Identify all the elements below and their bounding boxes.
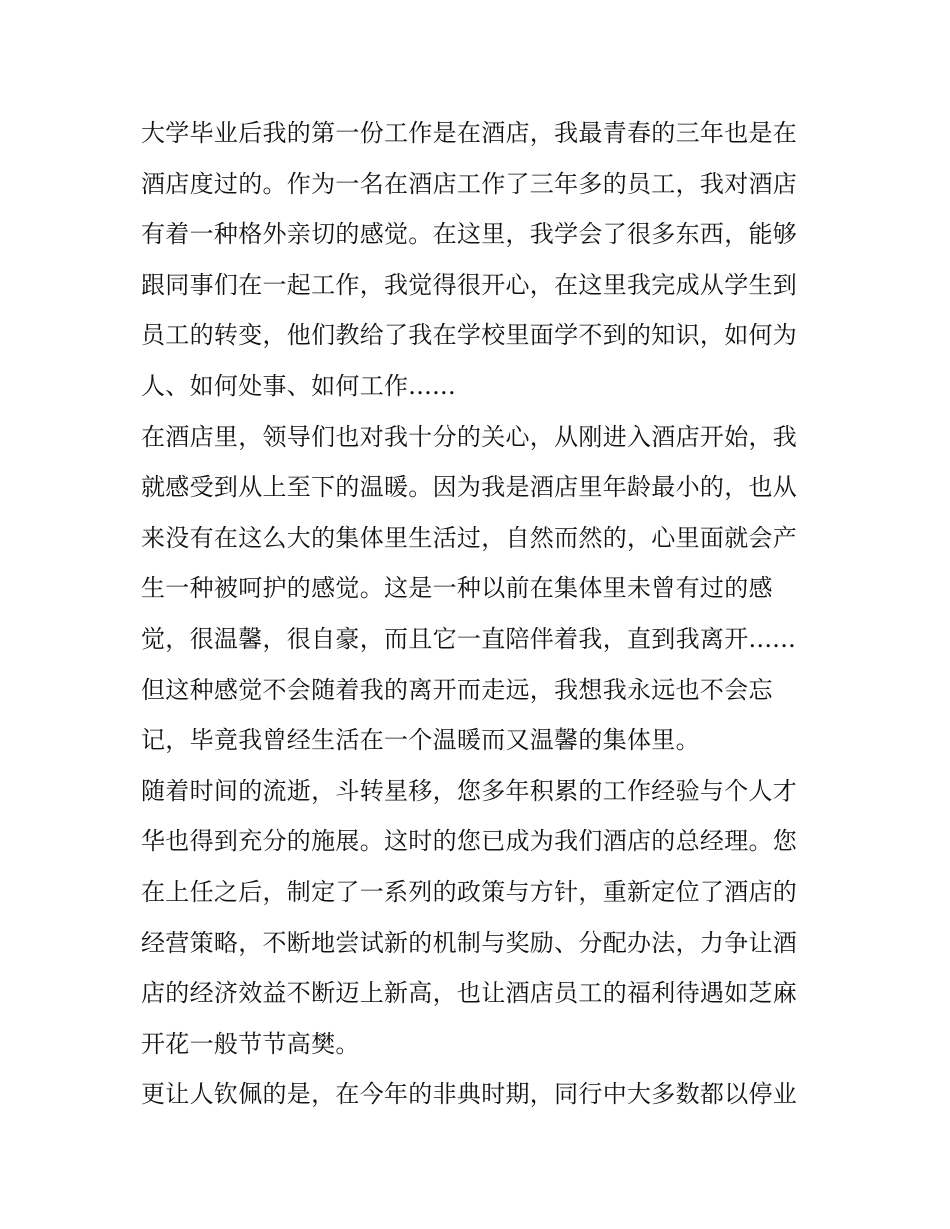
text-line: 酒店度过的。作为一名在酒店工作了三年多的员工，我对酒店	[141, 169, 798, 198]
text-line: 更让人钦佩的是，在今年的非典时期，同行中大多数都以停业	[141, 1080, 798, 1109]
text-line: 觉，很温馨，很自豪，而且它一直陪伴着我，直到我离开......	[141, 624, 797, 653]
text-line: 店的经济效益不断迈上新高，也让酒店员工的福利待遇如芝麻	[141, 979, 798, 1008]
text-line: 来没有在这么大的集体里生活过，自然而然的，心里面就会产	[141, 523, 798, 552]
text-line: 随着时间的流逝，斗转星移，您多年积累的工作经验与个人才	[141, 776, 798, 805]
text-line: 在上任之后，制定了一系列的政策与方针，重新定位了酒店的	[141, 877, 798, 906]
document-body	[141, 108, 815, 1120]
text-line: 华也得到充分的施展。这时的您已成为我们酒店的总经理。您	[141, 827, 798, 856]
text-line: 就感受到从上至下的温暖。因为我是酒店里年龄最小的，也从	[141, 473, 798, 502]
text-line: 开花一般节节高樊。	[141, 1029, 360, 1058]
text-line: 有着一种格外亲切的感觉。在这里，我学会了很多东西，能够	[141, 220, 798, 249]
text-line: 在酒店里，领导们也对我十分的关心，从刚进入酒店开始，我	[141, 422, 798, 451]
text-line: 但这种感觉不会随着我的离开而走远，我想我永远也不会忘	[141, 675, 773, 704]
text-line: 记，毕竟我曾经生活在一个温暖而又温馨的集体里。	[141, 726, 700, 755]
text-line: 经营策略，不断地尝试新的机制与奖励、分配办法，力争让酒	[141, 928, 798, 957]
text-line: 大学毕业后我的第一份工作是在酒店，我最青春的三年也是在	[141, 119, 798, 147]
text-line: 人、如何处事、如何工作......	[141, 371, 456, 400]
text-line: 生一种被呵护的感觉。这是一种以前在集体里未曾有过的感	[141, 574, 773, 603]
text-line: 跟同事们在一起工作，我觉得很开心，在这里我完成从学生到	[141, 270, 798, 299]
text-line: 员工的转变，他们教给了我在学校里面学不到的知识，如何为	[141, 321, 798, 350]
